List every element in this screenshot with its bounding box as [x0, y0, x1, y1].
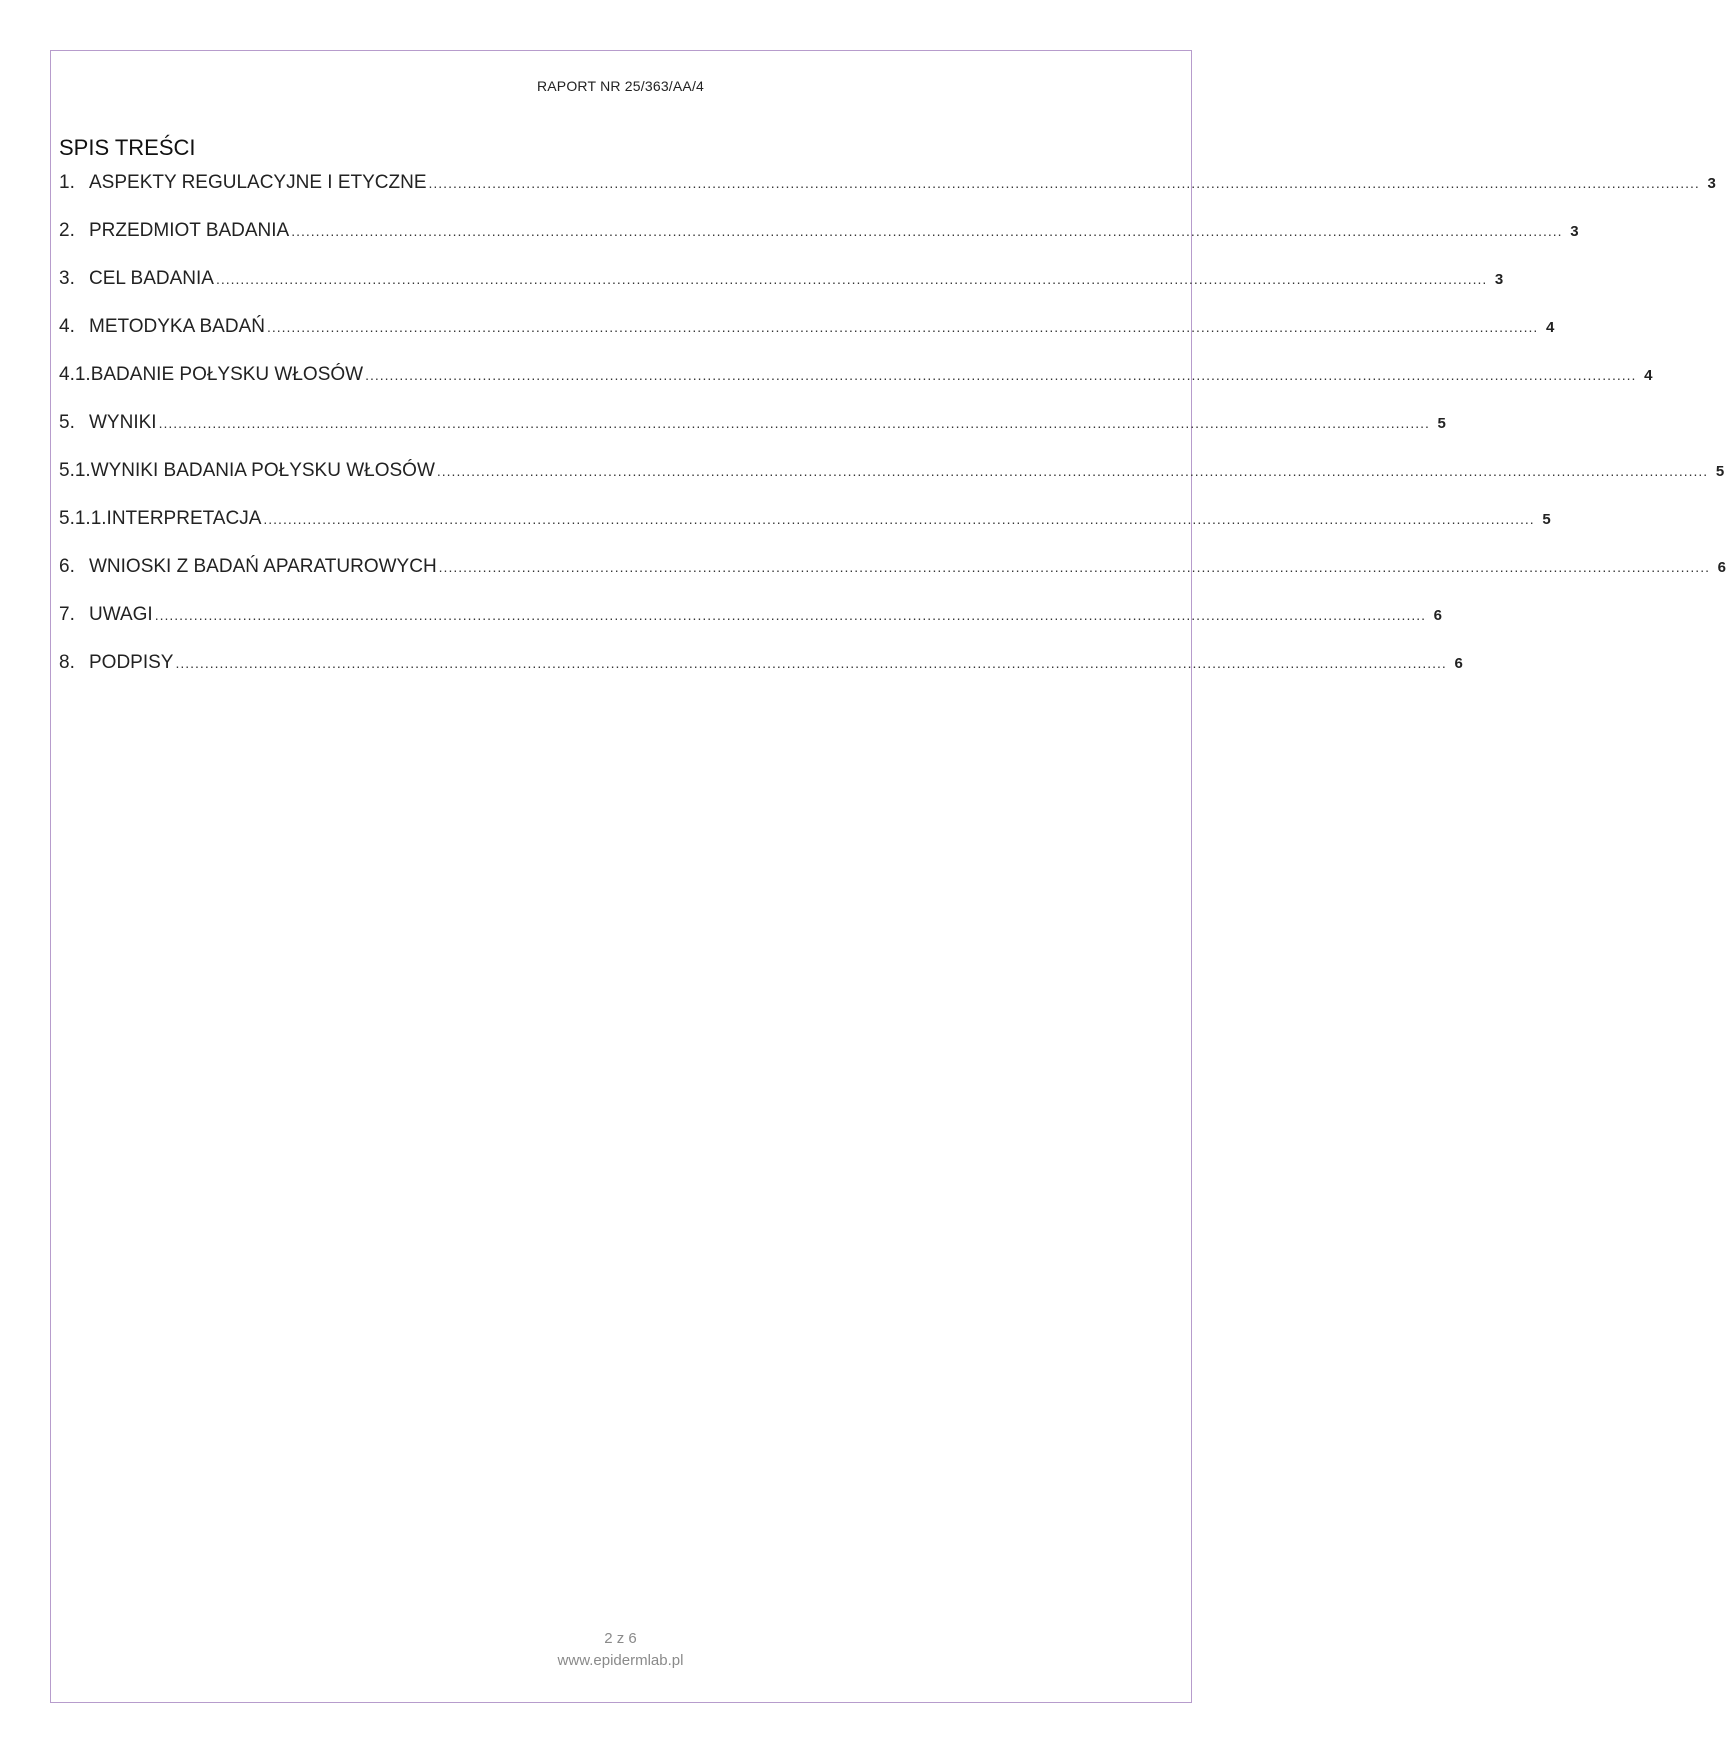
toc-entry-page: 5 [1437, 415, 1446, 432]
toc-entry-page: 3 [1494, 271, 1504, 288]
toc-dot-leader: .................................................................................................................................................................................................................................................................... [436, 463, 1709, 479]
toc-dot-leader: .................................................................................................................................................................................................................................................................... [266, 319, 1539, 335]
toc-dot-leader: .................................................................................................................................................................................................................................................................... [263, 511, 1535, 527]
toc-entry-page: 5 [1542, 511, 1551, 528]
page-footer [0, 1628, 1241, 1672]
toc-entry[interactable] [59, 460, 1725, 508]
toc-entry-label: ASPEKTY REGULACYJNE I ETYCZNE [89, 172, 427, 193]
toc-entry[interactable] [59, 508, 1551, 556]
toc-entry-number: 6. [59, 556, 75, 577]
toc-entry-number: 4. [59, 316, 75, 337]
toc-entry-number: 5. [59, 412, 75, 433]
toc-entry[interactable] [59, 556, 1726, 604]
toc-entry-page: 3 [1570, 223, 1579, 240]
toc-entry-page: 3 [1707, 175, 1716, 192]
toc-entry-label: PRZEDMIOT BADANIA [89, 220, 290, 241]
toc-dot-leader: .................................................................................................................................................................................................................................................................... [291, 223, 1563, 239]
toc-entry-label: WNIOSKI Z BADAŃ APARATUROWYCH [89, 556, 437, 577]
toc-entry-label: CEL BADANIA [89, 268, 214, 289]
toc-entry-label: INTERPRETACJA [106, 508, 262, 529]
toc-entry[interactable] [59, 364, 1653, 412]
toc-entry-number: 4.1. [59, 364, 91, 385]
toc-entry-page: 5 [1715, 463, 1725, 480]
toc-entry[interactable] [59, 316, 1555, 364]
toc-dot-leader: .................................................................................................................................................................................................................................................................... [158, 415, 1430, 431]
toc-dot-leader: .................................................................................................................................................................................................................................................................... [215, 271, 1488, 287]
toc-entry-number: 5.1.1. [59, 508, 107, 529]
toc-entry[interactable] [59, 604, 1442, 652]
toc-entry-page: 6 [1454, 655, 1463, 672]
toc-entry-number: 1. [59, 172, 75, 193]
toc-dot-leader: .................................................................................................................................................................................................................................................................... [154, 607, 1426, 623]
website-link[interactable]: www.epidermlab.pl [557, 1652, 684, 1669]
toc-entry-page: 4 [1545, 319, 1555, 336]
report-header: RAPORT NR 25/363/AA/4 [536, 78, 705, 94]
toc-entry-page: 4 [1644, 367, 1653, 384]
toc-dot-leader: .................................................................................................................................................................................................................................................................... [365, 367, 1637, 383]
toc-dot-leader: .................................................................................................................................................................................................................................................................... [428, 175, 1700, 191]
toc-entry-number: 5.1. [59, 460, 91, 481]
toc-entry-label: UWAGI [89, 604, 153, 625]
table-of-contents [59, 172, 1726, 700]
toc-entry-label: BADANIE POŁYSKU WŁOSÓW [90, 364, 364, 385]
toc-entry[interactable] [59, 412, 1446, 460]
toc-entry[interactable] [59, 220, 1579, 268]
toc-entry-label: WYNIKI BADANIA POŁYSKU WŁOSÓW [90, 460, 435, 481]
toc-entry[interactable] [59, 172, 1716, 220]
toc-entry[interactable] [59, 268, 1504, 316]
toc-entry-number: 3. [59, 268, 75, 289]
toc-entry-number: 2. [59, 220, 75, 241]
toc-entry-label: PODPISY [89, 652, 174, 673]
toc-entry-label: WYNIKI [89, 412, 157, 433]
toc-entry-page: 6 [1433, 607, 1442, 624]
toc-dot-leader: .................................................................................................................................................................................................................................................................... [175, 655, 1447, 671]
toc-entry-label: METODYKA BADAŃ [89, 316, 265, 337]
toc-title: SPIS TREŚCI [59, 135, 196, 160]
toc-entry-page: 6 [1717, 559, 1726, 576]
page-indicator: 2 z 6 [604, 1630, 637, 1647]
toc-entry-number: 8. [59, 652, 75, 673]
toc-entry-number: 7. [59, 604, 75, 625]
toc-entry[interactable] [59, 652, 1463, 700]
toc-dot-leader: .................................................................................................................................................................................................................................................................... [438, 559, 1710, 575]
